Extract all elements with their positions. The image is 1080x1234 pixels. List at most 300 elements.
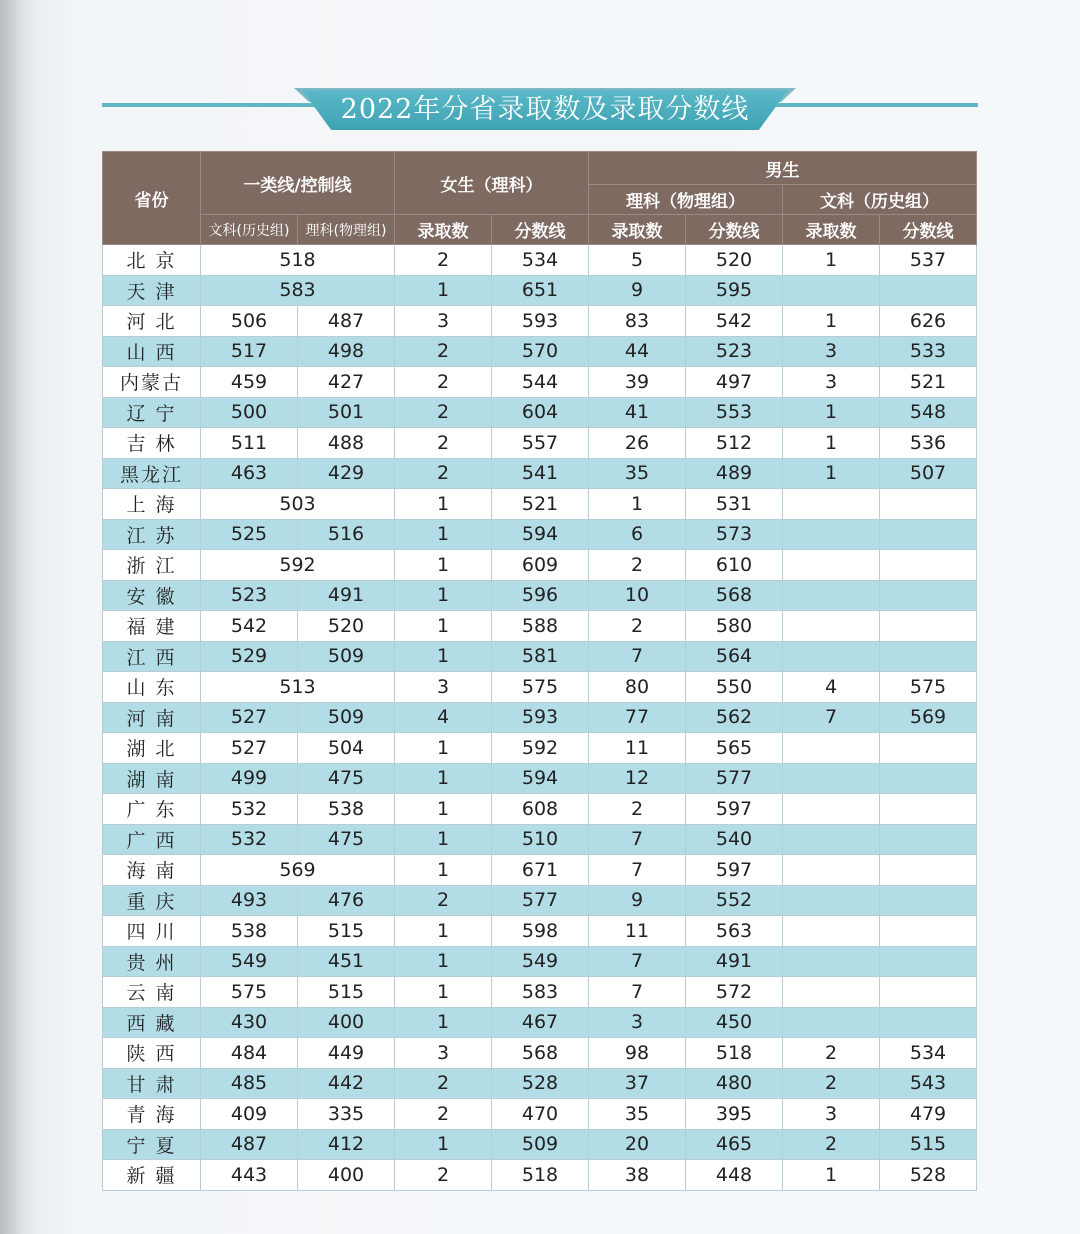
male-science-score-cell: 573 bbox=[686, 519, 783, 550]
control-arts-cell: 493 bbox=[201, 885, 298, 916]
control-arts-cell: 459 bbox=[201, 367, 298, 398]
male-arts-score-cell: 537 bbox=[880, 245, 977, 276]
female-admit-cell: 1 bbox=[395, 916, 492, 947]
province-cell: 天 津 bbox=[103, 275, 201, 306]
province-cell: 青 海 bbox=[103, 1099, 201, 1130]
header-male-science: 理科（物理组） bbox=[589, 185, 783, 215]
male-arts-score-cell: 479 bbox=[880, 1099, 977, 1130]
table-row bbox=[103, 1007, 977, 1038]
title-banner bbox=[102, 88, 978, 132]
male-science-admit-cell: 12 bbox=[589, 763, 686, 794]
male-arts-score-cell bbox=[880, 763, 977, 794]
female-admit-cell: 1 bbox=[395, 641, 492, 672]
table-row bbox=[103, 458, 977, 489]
male-arts-admit-cell bbox=[783, 824, 880, 855]
male-science-admit-cell: 37 bbox=[589, 1068, 686, 1099]
control-arts-cell: 532 bbox=[201, 824, 298, 855]
province-cell: 海 南 bbox=[103, 855, 201, 886]
page-edge-shadow bbox=[0, 0, 36, 1234]
control-science-cell: 449 bbox=[298, 1038, 395, 1069]
province-cell: 内蒙古 bbox=[103, 367, 201, 398]
header-control-line: 一类线/控制线 bbox=[201, 152, 395, 215]
control-line-cell: 583 bbox=[201, 275, 395, 306]
control-arts-cell: 511 bbox=[201, 428, 298, 459]
male-science-admit-cell: 26 bbox=[589, 428, 686, 459]
male-arts-score-cell: 534 bbox=[880, 1038, 977, 1069]
female-score-cell: 549 bbox=[492, 946, 589, 977]
male-arts-admit-cell: 2 bbox=[783, 1129, 880, 1160]
male-arts-score-cell bbox=[880, 641, 977, 672]
male-arts-score-cell bbox=[880, 733, 977, 764]
control-arts-cell: 443 bbox=[201, 1160, 298, 1191]
male-science-score-cell: 448 bbox=[686, 1160, 783, 1191]
male-arts-score-cell: 533 bbox=[880, 336, 977, 367]
male-arts-score-cell bbox=[880, 824, 977, 855]
province-cell: 河 北 bbox=[103, 306, 201, 337]
control-science-cell: 538 bbox=[298, 794, 395, 825]
male-arts-score-cell bbox=[880, 916, 977, 947]
male-science-score-cell: 580 bbox=[686, 611, 783, 642]
female-score-cell: 528 bbox=[492, 1068, 589, 1099]
female-admit-cell: 1 bbox=[395, 275, 492, 306]
male-science-admit-cell: 77 bbox=[589, 702, 686, 733]
male-arts-score-cell bbox=[880, 855, 977, 886]
province-cell: 福 建 bbox=[103, 611, 201, 642]
control-science-cell: 520 bbox=[298, 611, 395, 642]
male-arts-admit-cell: 3 bbox=[783, 1099, 880, 1130]
male-science-admit-cell: 11 bbox=[589, 916, 686, 947]
male-arts-admit-cell bbox=[783, 946, 880, 977]
table-row bbox=[103, 580, 977, 611]
female-admit-cell: 1 bbox=[395, 733, 492, 764]
control-arts-cell: 538 bbox=[201, 916, 298, 947]
control-science-cell: 498 bbox=[298, 336, 395, 367]
male-arts-score-cell bbox=[880, 550, 977, 581]
male-science-admit-cell: 20 bbox=[589, 1129, 686, 1160]
table-row bbox=[103, 946, 977, 977]
province-cell: 四 川 bbox=[103, 916, 201, 947]
male-science-score-cell: 497 bbox=[686, 367, 783, 398]
male-science-score-cell: 395 bbox=[686, 1099, 783, 1130]
male-arts-admit-cell: 1 bbox=[783, 397, 880, 428]
header-female-admit: 录取数 bbox=[395, 215, 492, 245]
control-arts-cell: 529 bbox=[201, 641, 298, 672]
control-arts-cell: 463 bbox=[201, 458, 298, 489]
female-score-cell: 557 bbox=[492, 428, 589, 459]
province-cell: 贵 州 bbox=[103, 946, 201, 977]
male-arts-admit-cell: 1 bbox=[783, 245, 880, 276]
female-score-cell: 671 bbox=[492, 855, 589, 886]
female-score-cell: 541 bbox=[492, 458, 589, 489]
male-science-admit-cell: 80 bbox=[589, 672, 686, 703]
control-arts-cell: 485 bbox=[201, 1068, 298, 1099]
female-score-cell: 609 bbox=[492, 550, 589, 581]
female-score-cell: 510 bbox=[492, 824, 589, 855]
province-cell: 黑龙江 bbox=[103, 458, 201, 489]
female-score-cell: 588 bbox=[492, 611, 589, 642]
female-admit-cell: 1 bbox=[395, 824, 492, 855]
header-male-arts-score: 分数线 bbox=[880, 215, 977, 245]
male-arts-admit-cell: 1 bbox=[783, 458, 880, 489]
female-score-cell: 521 bbox=[492, 489, 589, 520]
control-science-cell: 504 bbox=[298, 733, 395, 764]
male-science-admit-cell: 5 bbox=[589, 245, 686, 276]
control-science-cell: 442 bbox=[298, 1068, 395, 1099]
female-score-cell: 651 bbox=[492, 275, 589, 306]
province-cell: 甘 肃 bbox=[103, 1068, 201, 1099]
control-arts-cell: 484 bbox=[201, 1038, 298, 1069]
male-arts-admit-cell bbox=[783, 733, 880, 764]
female-admit-cell: 2 bbox=[395, 1099, 492, 1130]
male-science-score-cell: 489 bbox=[686, 458, 783, 489]
table-row bbox=[103, 306, 977, 337]
male-arts-score-cell bbox=[880, 977, 977, 1008]
province-cell: 广 西 bbox=[103, 824, 201, 855]
female-score-cell: 593 bbox=[492, 702, 589, 733]
control-arts-cell: 575 bbox=[201, 977, 298, 1008]
male-science-score-cell: 552 bbox=[686, 885, 783, 916]
table-body bbox=[103, 245, 977, 1191]
female-score-cell: 608 bbox=[492, 794, 589, 825]
table-row bbox=[103, 428, 977, 459]
female-admit-cell: 2 bbox=[395, 245, 492, 276]
table-row bbox=[103, 367, 977, 398]
control-science-cell: 451 bbox=[298, 946, 395, 977]
control-arts-cell: 523 bbox=[201, 580, 298, 611]
table-row bbox=[103, 977, 977, 1008]
male-arts-admit-cell bbox=[783, 275, 880, 306]
male-science-admit-cell: 10 bbox=[589, 580, 686, 611]
male-science-score-cell: 531 bbox=[686, 489, 783, 520]
male-arts-admit-cell bbox=[783, 611, 880, 642]
province-cell: 云 南 bbox=[103, 977, 201, 1008]
male-arts-admit-cell bbox=[783, 641, 880, 672]
province-cell: 江 西 bbox=[103, 641, 201, 672]
control-arts-cell: 506 bbox=[201, 306, 298, 337]
male-science-score-cell: 564 bbox=[686, 641, 783, 672]
male-science-score-cell: 568 bbox=[686, 580, 783, 611]
male-science-admit-cell: 9 bbox=[589, 275, 686, 306]
male-arts-score-cell: 521 bbox=[880, 367, 977, 398]
male-science-admit-cell: 35 bbox=[589, 458, 686, 489]
control-science-cell: 491 bbox=[298, 580, 395, 611]
province-cell: 山 东 bbox=[103, 672, 201, 703]
male-science-admit-cell: 41 bbox=[589, 397, 686, 428]
control-science-cell: 515 bbox=[298, 977, 395, 1008]
male-arts-admit-cell bbox=[783, 519, 880, 550]
control-line-cell: 518 bbox=[201, 245, 395, 276]
control-line-cell: 513 bbox=[201, 672, 395, 703]
header-female-score: 分数线 bbox=[492, 215, 589, 245]
male-arts-admit-cell bbox=[783, 580, 880, 611]
female-score-cell: 570 bbox=[492, 336, 589, 367]
table-row bbox=[103, 702, 977, 733]
female-score-cell: 467 bbox=[492, 1007, 589, 1038]
male-arts-score-cell: 507 bbox=[880, 458, 977, 489]
female-admit-cell: 1 bbox=[395, 946, 492, 977]
control-arts-cell: 542 bbox=[201, 611, 298, 642]
male-science-score-cell: 595 bbox=[686, 275, 783, 306]
control-arts-cell: 527 bbox=[201, 733, 298, 764]
male-science-admit-cell: 38 bbox=[589, 1160, 686, 1191]
female-score-cell: 598 bbox=[492, 916, 589, 947]
male-science-admit-cell: 98 bbox=[589, 1038, 686, 1069]
province-cell: 西 藏 bbox=[103, 1007, 201, 1038]
table-row bbox=[103, 1160, 977, 1191]
header-control-arts: 文科(历史组) bbox=[201, 215, 298, 245]
female-admit-cell: 1 bbox=[395, 1129, 492, 1160]
control-science-cell: 501 bbox=[298, 397, 395, 428]
male-science-score-cell: 450 bbox=[686, 1007, 783, 1038]
male-arts-admit-cell bbox=[783, 916, 880, 947]
male-arts-score-cell: 626 bbox=[880, 306, 977, 337]
male-arts-admit-cell bbox=[783, 550, 880, 581]
control-science-cell: 475 bbox=[298, 763, 395, 794]
female-admit-cell: 2 bbox=[395, 367, 492, 398]
table-row bbox=[103, 885, 977, 916]
male-arts-score-cell bbox=[880, 611, 977, 642]
control-arts-cell: 525 bbox=[201, 519, 298, 550]
province-cell: 新 疆 bbox=[103, 1160, 201, 1191]
male-science-score-cell: 597 bbox=[686, 794, 783, 825]
control-line-cell: 569 bbox=[201, 855, 395, 886]
female-admit-cell: 1 bbox=[395, 580, 492, 611]
male-arts-admit-cell: 1 bbox=[783, 306, 880, 337]
male-science-admit-cell: 7 bbox=[589, 977, 686, 1008]
control-line-cell: 503 bbox=[201, 489, 395, 520]
female-admit-cell: 1 bbox=[395, 519, 492, 550]
table-row bbox=[103, 763, 977, 794]
male-science-admit-cell: 7 bbox=[589, 855, 686, 886]
male-science-score-cell: 572 bbox=[686, 977, 783, 1008]
table-row bbox=[103, 611, 977, 642]
male-arts-admit-cell: 2 bbox=[783, 1068, 880, 1099]
male-arts-score-cell bbox=[880, 1007, 977, 1038]
province-cell: 浙 江 bbox=[103, 550, 201, 581]
control-science-cell: 412 bbox=[298, 1129, 395, 1160]
female-score-cell: 592 bbox=[492, 733, 589, 764]
control-arts-cell: 499 bbox=[201, 763, 298, 794]
male-science-score-cell: 542 bbox=[686, 306, 783, 337]
male-arts-score-cell bbox=[880, 946, 977, 977]
male-arts-admit-cell: 4 bbox=[783, 672, 880, 703]
male-science-admit-cell: 2 bbox=[589, 794, 686, 825]
province-cell: 安 徽 bbox=[103, 580, 201, 611]
male-science-admit-cell: 83 bbox=[589, 306, 686, 337]
control-science-cell: 509 bbox=[298, 641, 395, 672]
male-arts-admit-cell bbox=[783, 794, 880, 825]
male-arts-admit-cell: 1 bbox=[783, 428, 880, 459]
table-row bbox=[103, 855, 977, 886]
control-science-cell: 427 bbox=[298, 367, 395, 398]
male-arts-admit-cell bbox=[783, 885, 880, 916]
female-admit-cell: 1 bbox=[395, 611, 492, 642]
male-science-admit-cell: 1 bbox=[589, 489, 686, 520]
province-cell: 江 苏 bbox=[103, 519, 201, 550]
male-science-score-cell: 518 bbox=[686, 1038, 783, 1069]
table-row bbox=[103, 824, 977, 855]
province-cell: 河 南 bbox=[103, 702, 201, 733]
female-score-cell: 544 bbox=[492, 367, 589, 398]
table-row bbox=[103, 550, 977, 581]
header-female: 女生（理科） bbox=[395, 152, 589, 215]
male-science-admit-cell: 7 bbox=[589, 946, 686, 977]
control-arts-cell: 527 bbox=[201, 702, 298, 733]
header-male: 男生 bbox=[589, 152, 977, 185]
male-arts-admit-cell bbox=[783, 489, 880, 520]
province-cell: 湖 南 bbox=[103, 763, 201, 794]
male-science-score-cell: 553 bbox=[686, 397, 783, 428]
table-row bbox=[103, 1099, 977, 1130]
female-admit-cell: 3 bbox=[395, 306, 492, 337]
male-science-score-cell: 550 bbox=[686, 672, 783, 703]
male-arts-admit-cell: 1 bbox=[783, 1160, 880, 1191]
male-science-score-cell: 512 bbox=[686, 428, 783, 459]
male-arts-score-cell: 575 bbox=[880, 672, 977, 703]
male-arts-admit-cell: 2 bbox=[783, 1038, 880, 1069]
table-row bbox=[103, 336, 977, 367]
female-admit-cell: 3 bbox=[395, 672, 492, 703]
page-title: 2022年分省录取数及录取分数线 bbox=[340, 94, 750, 125]
header-male-science-admit: 录取数 bbox=[589, 215, 686, 245]
male-science-admit-cell: 7 bbox=[589, 641, 686, 672]
male-science-score-cell: 565 bbox=[686, 733, 783, 764]
male-science-admit-cell: 7 bbox=[589, 824, 686, 855]
male-arts-admit-cell bbox=[783, 977, 880, 1008]
control-science-cell: 429 bbox=[298, 458, 395, 489]
province-cell: 上 海 bbox=[103, 489, 201, 520]
table-row bbox=[103, 489, 977, 520]
male-arts-admit-cell bbox=[783, 1007, 880, 1038]
female-admit-cell: 2 bbox=[395, 1068, 492, 1099]
control-arts-cell: 549 bbox=[201, 946, 298, 977]
control-arts-cell: 430 bbox=[201, 1007, 298, 1038]
male-science-admit-cell: 44 bbox=[589, 336, 686, 367]
control-line-cell: 592 bbox=[201, 550, 395, 581]
female-score-cell: 568 bbox=[492, 1038, 589, 1069]
female-score-cell: 518 bbox=[492, 1160, 589, 1191]
male-science-admit-cell: 9 bbox=[589, 885, 686, 916]
female-admit-cell: 2 bbox=[395, 428, 492, 459]
male-arts-score-cell: 543 bbox=[880, 1068, 977, 1099]
male-science-score-cell: 577 bbox=[686, 763, 783, 794]
control-arts-cell: 532 bbox=[201, 794, 298, 825]
female-admit-cell: 1 bbox=[395, 1007, 492, 1038]
male-science-score-cell: 610 bbox=[686, 550, 783, 581]
female-admit-cell: 2 bbox=[395, 458, 492, 489]
table-row bbox=[103, 519, 977, 550]
control-science-cell: 487 bbox=[298, 306, 395, 337]
male-science-score-cell: 523 bbox=[686, 336, 783, 367]
male-arts-admit-cell: 3 bbox=[783, 336, 880, 367]
male-arts-admit-cell bbox=[783, 855, 880, 886]
header-male-arts-admit: 录取数 bbox=[783, 215, 880, 245]
male-arts-score-cell bbox=[880, 489, 977, 520]
control-science-cell: 516 bbox=[298, 519, 395, 550]
control-science-cell: 515 bbox=[298, 916, 395, 947]
female-score-cell: 575 bbox=[492, 672, 589, 703]
province-cell: 吉 林 bbox=[103, 428, 201, 459]
male-science-score-cell: 563 bbox=[686, 916, 783, 947]
male-arts-score-cell bbox=[880, 885, 977, 916]
male-science-score-cell: 540 bbox=[686, 824, 783, 855]
table-row bbox=[103, 733, 977, 764]
male-arts-score-cell: 528 bbox=[880, 1160, 977, 1191]
province-cell: 重 庆 bbox=[103, 885, 201, 916]
female-admit-cell: 4 bbox=[395, 702, 492, 733]
table-row bbox=[103, 794, 977, 825]
table-row bbox=[103, 397, 977, 428]
header-province: 省份 bbox=[103, 152, 201, 245]
control-science-cell: 400 bbox=[298, 1007, 395, 1038]
province-cell: 湖 北 bbox=[103, 733, 201, 764]
province-cell: 山 西 bbox=[103, 336, 201, 367]
female-admit-cell: 2 bbox=[395, 397, 492, 428]
male-arts-score-cell bbox=[880, 275, 977, 306]
male-arts-score-cell: 515 bbox=[880, 1129, 977, 1160]
male-science-admit-cell: 2 bbox=[589, 550, 686, 581]
male-science-admit-cell: 6 bbox=[589, 519, 686, 550]
table-row bbox=[103, 672, 977, 703]
male-arts-score-cell: 548 bbox=[880, 397, 977, 428]
control-arts-cell: 517 bbox=[201, 336, 298, 367]
male-arts-score-cell: 536 bbox=[880, 428, 977, 459]
table-row bbox=[103, 245, 977, 276]
male-arts-score-cell bbox=[880, 519, 977, 550]
table-row bbox=[103, 916, 977, 947]
control-science-cell: 335 bbox=[298, 1099, 395, 1130]
table-row bbox=[103, 1068, 977, 1099]
table-row bbox=[103, 641, 977, 672]
female-score-cell: 594 bbox=[492, 519, 589, 550]
control-science-cell: 400 bbox=[298, 1160, 395, 1191]
male-science-score-cell: 597 bbox=[686, 855, 783, 886]
header-male-science-score: 分数线 bbox=[686, 215, 783, 245]
control-science-cell: 475 bbox=[298, 824, 395, 855]
male-science-score-cell: 465 bbox=[686, 1129, 783, 1160]
female-score-cell: 581 bbox=[492, 641, 589, 672]
control-science-cell: 476 bbox=[298, 885, 395, 916]
female-admit-cell: 2 bbox=[395, 885, 492, 916]
table-row bbox=[103, 1129, 977, 1160]
male-arts-score-cell: 569 bbox=[880, 702, 977, 733]
male-science-admit-cell: 35 bbox=[589, 1099, 686, 1130]
control-arts-cell: 500 bbox=[201, 397, 298, 428]
male-science-score-cell: 491 bbox=[686, 946, 783, 977]
female-admit-cell: 1 bbox=[395, 977, 492, 1008]
control-science-cell: 488 bbox=[298, 428, 395, 459]
table-row bbox=[103, 275, 977, 306]
female-admit-cell: 3 bbox=[395, 1038, 492, 1069]
male-arts-admit-cell: 3 bbox=[783, 367, 880, 398]
male-science-score-cell: 480 bbox=[686, 1068, 783, 1099]
male-science-score-cell: 520 bbox=[686, 245, 783, 276]
male-science-admit-cell: 3 bbox=[589, 1007, 686, 1038]
province-cell: 宁 夏 bbox=[103, 1129, 201, 1160]
female-score-cell: 596 bbox=[492, 580, 589, 611]
male-arts-admit-cell bbox=[783, 763, 880, 794]
province-cell: 辽 宁 bbox=[103, 397, 201, 428]
table-row bbox=[103, 1038, 977, 1069]
female-admit-cell: 1 bbox=[395, 855, 492, 886]
female-score-cell: 593 bbox=[492, 306, 589, 337]
female-admit-cell: 2 bbox=[395, 336, 492, 367]
female-score-cell: 604 bbox=[492, 397, 589, 428]
female-admit-cell: 1 bbox=[395, 763, 492, 794]
control-science-cell: 509 bbox=[298, 702, 395, 733]
female-admit-cell: 1 bbox=[395, 550, 492, 581]
female-score-cell: 594 bbox=[492, 763, 589, 794]
